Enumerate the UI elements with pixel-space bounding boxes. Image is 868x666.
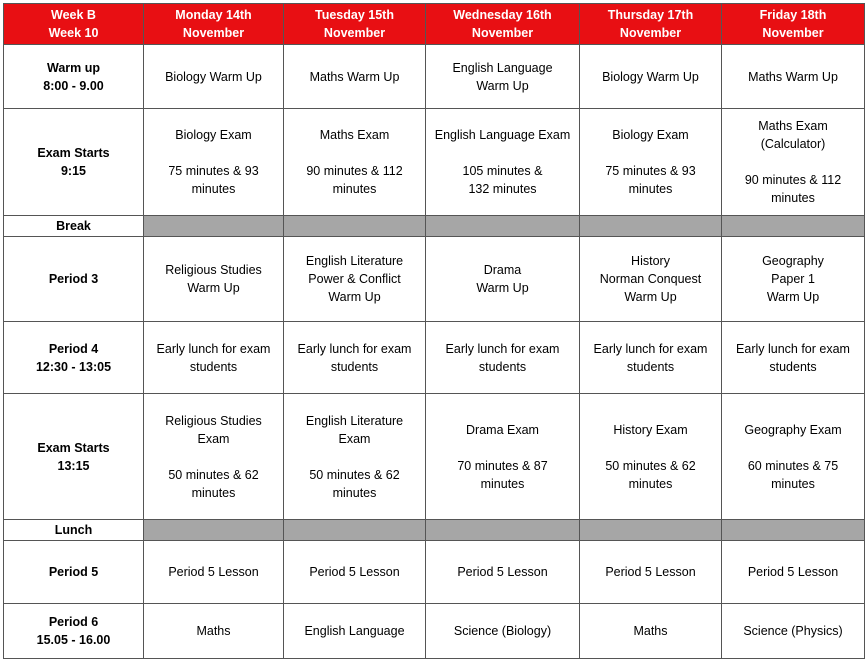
row-period-3 xyxy=(4,237,865,322)
row-break xyxy=(4,216,865,237)
cell-thursday-period-5: Period 5 Lesson xyxy=(580,541,722,604)
cell-monday-warm-up: Biology Warm Up xyxy=(144,45,284,109)
cell-friday-exam-afternoon: Geography Exam 60 minutes & 75 minutes xyxy=(722,394,865,520)
cell-monday-exam-afternoon: Religious Studies Exam 50 minutes & 62 minutes xyxy=(144,394,284,520)
lunch-filler xyxy=(426,520,580,541)
break-filler xyxy=(580,216,722,237)
row-label-period-6: Period 6 15.05 - 16.00 xyxy=(4,604,144,659)
break-filler xyxy=(284,216,426,237)
row-label-break: Break xyxy=(4,216,144,237)
row-label-period-4: Period 4 12:30 - 13:05 xyxy=(4,322,144,394)
cell-monday-period-6: Maths xyxy=(144,604,284,659)
cell-wednesday-period-4: Early lunch for exam students xyxy=(426,322,580,394)
lunch-filler xyxy=(284,520,426,541)
row-warm-up xyxy=(4,45,865,109)
row-label-period-3: Period 3 xyxy=(4,237,144,322)
cell-tuesday-exam-afternoon: English Literature Exam 50 minutes & 62 minutes xyxy=(284,394,426,520)
cell-wednesday-period-6: Science (Biology) xyxy=(426,604,580,659)
cell-friday-period-3: Geography Paper 1 Warm Up xyxy=(722,237,865,322)
day-header-monday: Monday 14th November xyxy=(144,4,284,45)
cell-thursday-exam-morning: Biology Exam 75 minutes & 93 minutes xyxy=(580,109,722,216)
week-label: Week B Week 10 xyxy=(4,4,144,45)
cell-friday-period-5: Period 5 Lesson xyxy=(722,541,865,604)
row-label-period-5: Period 5 xyxy=(4,541,144,604)
lunch-filler xyxy=(144,520,284,541)
row-period-6 xyxy=(4,604,865,659)
cell-friday-period-4: Early lunch for exam students xyxy=(722,322,865,394)
cell-tuesday-period-4: Early lunch for exam students xyxy=(284,322,426,394)
row-label-exam-morning: Exam Starts 9:15 xyxy=(4,109,144,216)
cell-tuesday-warm-up: Maths Warm Up xyxy=(284,45,426,109)
header-row xyxy=(4,4,865,45)
day-header-friday: Friday 18th November xyxy=(722,4,865,45)
cell-wednesday-exam-afternoon: Drama Exam 70 minutes & 87 minutes xyxy=(426,394,580,520)
cell-thursday-period-3: History Norman Conquest Warm Up xyxy=(580,237,722,322)
row-exam-afternoon xyxy=(4,394,865,520)
cell-wednesday-warm-up: English Language Warm Up xyxy=(426,45,580,109)
row-exam-morning xyxy=(4,109,865,216)
cell-tuesday-period-5: Period 5 Lesson xyxy=(284,541,426,604)
cell-monday-period-3: Religious Studies Warm Up xyxy=(144,237,284,322)
cell-thursday-warm-up: Biology Warm Up xyxy=(580,45,722,109)
cell-monday-period-4: Early lunch for exam students xyxy=(144,322,284,394)
break-filler xyxy=(426,216,580,237)
cell-wednesday-period-3: Drama Warm Up xyxy=(426,237,580,322)
cell-friday-exam-morning: Maths Exam (Calculator) 90 minutes & 112 minutes xyxy=(722,109,865,216)
cell-thursday-period-4: Early lunch for exam students xyxy=(580,322,722,394)
cell-monday-exam-morning: Biology Exam 75 minutes & 93 minutes xyxy=(144,109,284,216)
row-label-warm-up: Warm up 8:00 - 9.00 xyxy=(4,45,144,109)
day-header-tuesday: Tuesday 15th November xyxy=(284,4,426,45)
break-filler xyxy=(144,216,284,237)
cell-thursday-exam-afternoon: History Exam 50 minutes & 62 minutes xyxy=(580,394,722,520)
row-label-exam-afternoon: Exam Starts 13:15 xyxy=(4,394,144,520)
lunch-filler xyxy=(580,520,722,541)
day-header-thursday: Thursday 17th November xyxy=(580,4,722,45)
cell-friday-warm-up: Maths Warm Up xyxy=(722,45,865,109)
lunch-filler xyxy=(722,520,865,541)
row-lunch xyxy=(4,520,865,541)
cell-tuesday-period-6: English Language xyxy=(284,604,426,659)
cell-tuesday-exam-morning: Maths Exam 90 minutes & 112 minutes xyxy=(284,109,426,216)
cell-wednesday-period-5: Period 5 Lesson xyxy=(426,541,580,604)
day-header-wednesday: Wednesday 16th November xyxy=(426,4,580,45)
exam-timetable xyxy=(3,3,865,659)
cell-thursday-period-6: Maths xyxy=(580,604,722,659)
cell-tuesday-period-3: English Literature Power & Conflict Warm Up xyxy=(284,237,426,322)
cell-wednesday-exam-morning: English Language Exam 105 minutes & 132 minutes xyxy=(426,109,580,216)
row-period-5 xyxy=(4,541,865,604)
cell-friday-period-6: Science (Physics) xyxy=(722,604,865,659)
cell-monday-period-5: Period 5 Lesson xyxy=(144,541,284,604)
row-period-4 xyxy=(4,322,865,394)
break-filler xyxy=(722,216,865,237)
row-label-lunch: Lunch xyxy=(4,520,144,541)
